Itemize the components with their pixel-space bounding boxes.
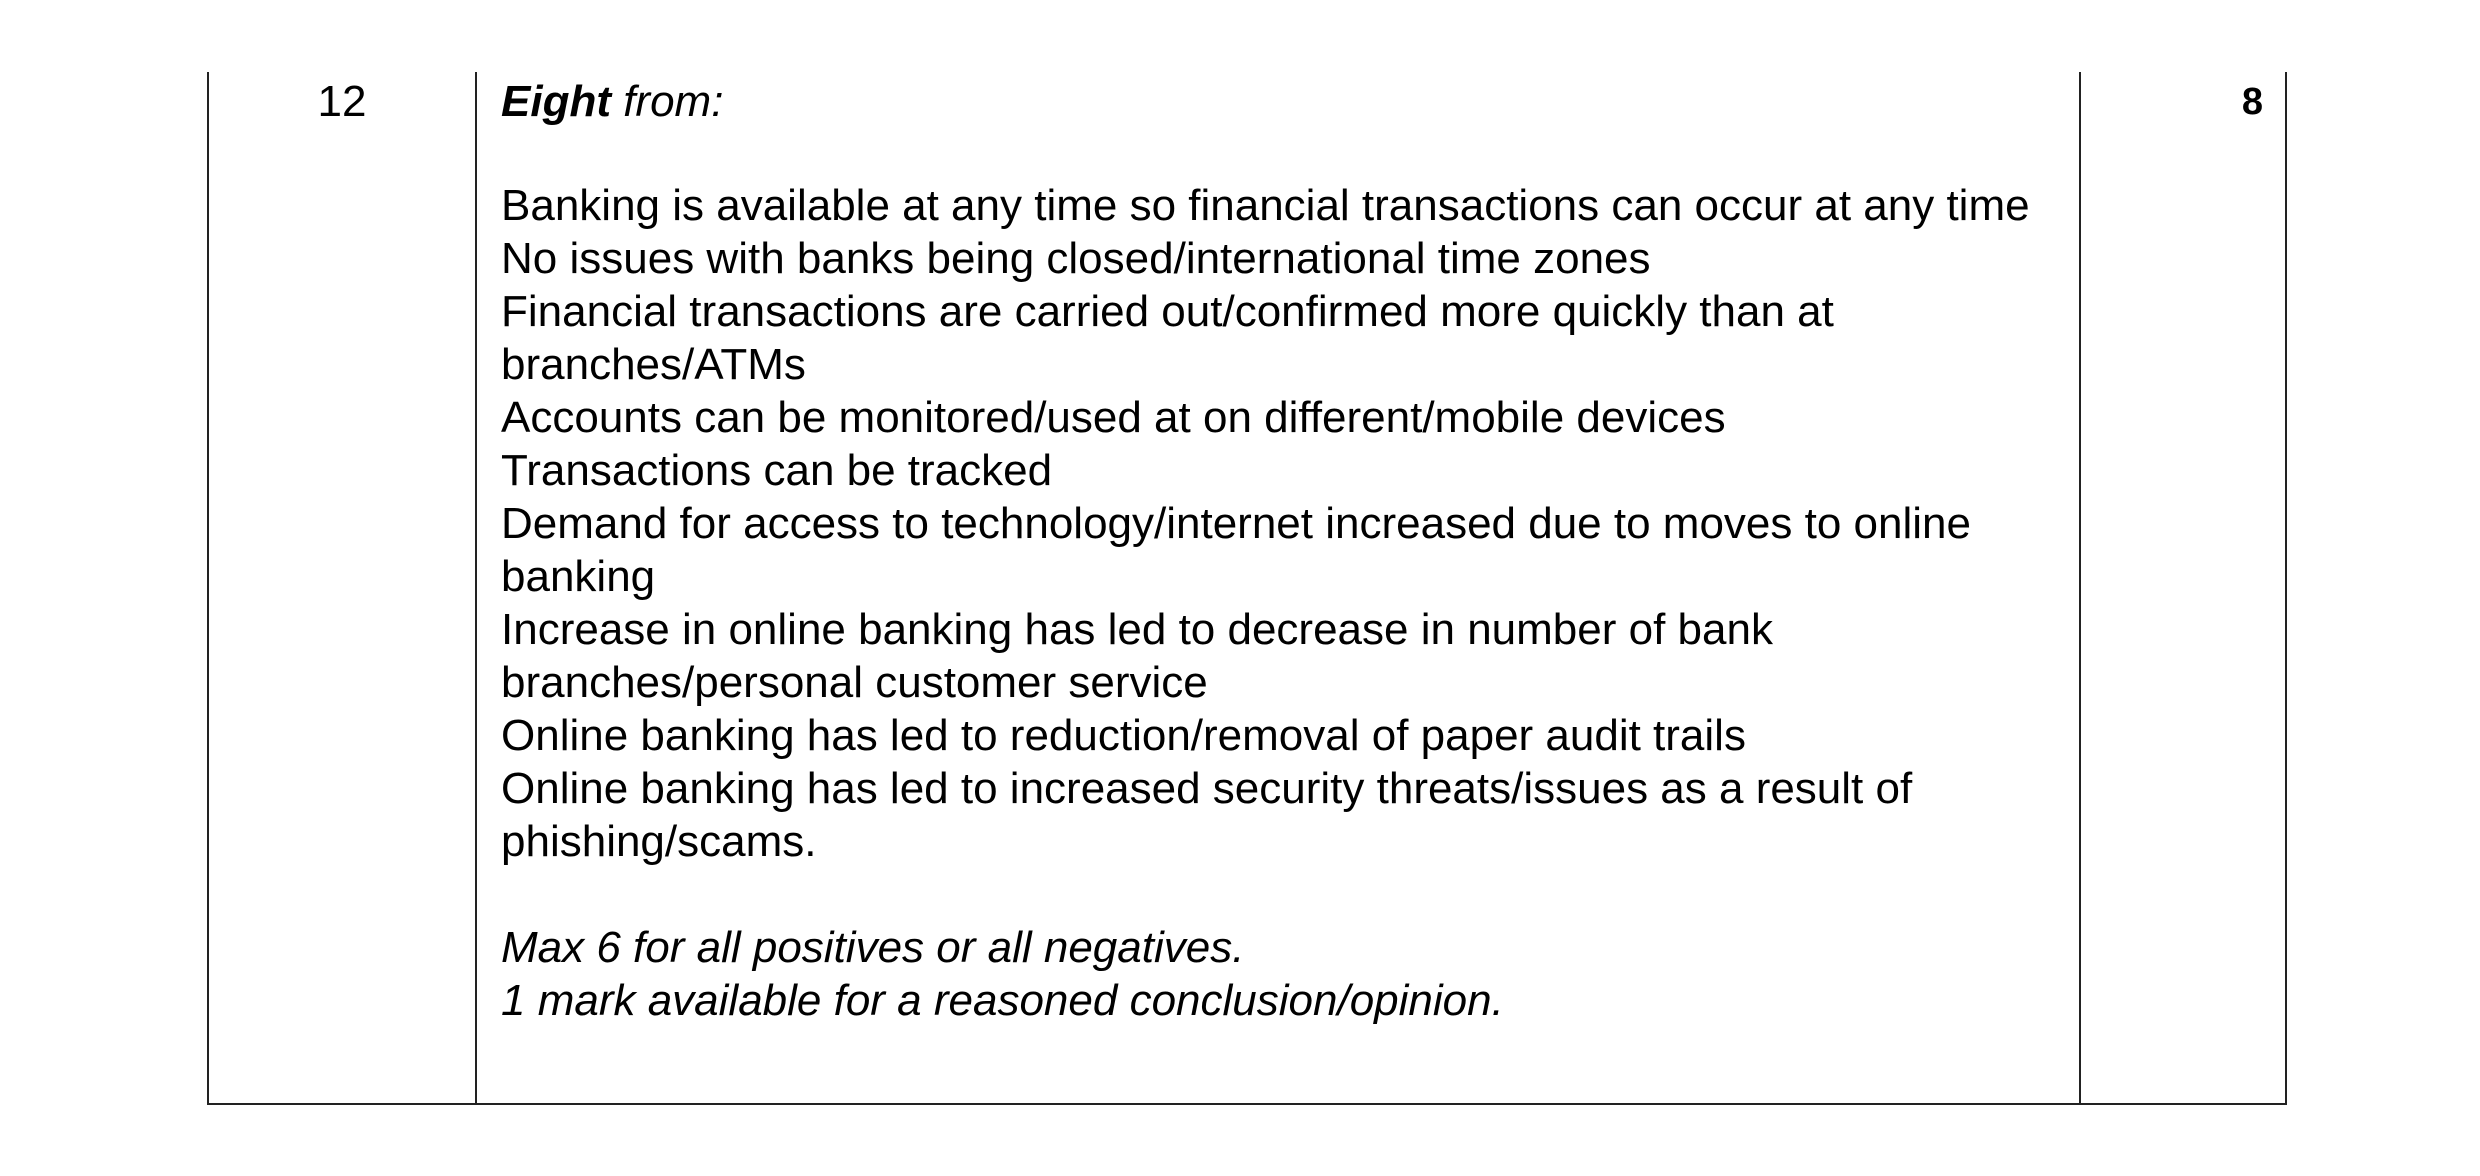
marking-note: Max 6 for all positives or all negatives.: [501, 923, 1245, 972]
mark-scheme-table: [207, 72, 2287, 1105]
answer-point: Demand for access to technology/internet increased due to moves to online banking: [501, 499, 1971, 601]
heading-bold-word: Eight: [501, 77, 611, 126]
answer-point: Online banking has led to increased security threats/issues as a result of phishing/scams.: [501, 764, 1913, 866]
answer-point: Banking is available at any time so financial transactions can occur at any time: [501, 181, 2030, 230]
question-number: 12: [317, 77, 367, 126]
answer-points-list: [501, 179, 2061, 868]
answer-point: Transactions can be tracked: [501, 446, 1053, 495]
column-divider: [475, 72, 477, 1103]
answer-point: Online banking has led to reduction/removal of paper audit trails: [501, 711, 1746, 760]
column-divider: [2079, 72, 2081, 1103]
answer-point: Accounts can be monitored/used at on different/mobile devices: [501, 393, 1726, 442]
answer-point: No issues with banks being closed/international time zones: [501, 234, 1651, 283]
answer-cell: [501, 72, 2061, 1027]
answer-point: Increase in online banking has led to decrease in number of bank branches/personal customer service: [501, 605, 1773, 707]
heading-rest: from:: [610, 77, 724, 126]
marking-notes: [501, 921, 2061, 1027]
marking-note: 1 mark available for a reasoned conclusion/opinion.: [501, 976, 1504, 1025]
answer-heading: [501, 72, 2061, 132]
marks-value: 8: [2241, 81, 2263, 123]
answer-point: Financial transactions are carried out/confirmed more quickly than at branches/ATMs: [501, 287, 1834, 389]
